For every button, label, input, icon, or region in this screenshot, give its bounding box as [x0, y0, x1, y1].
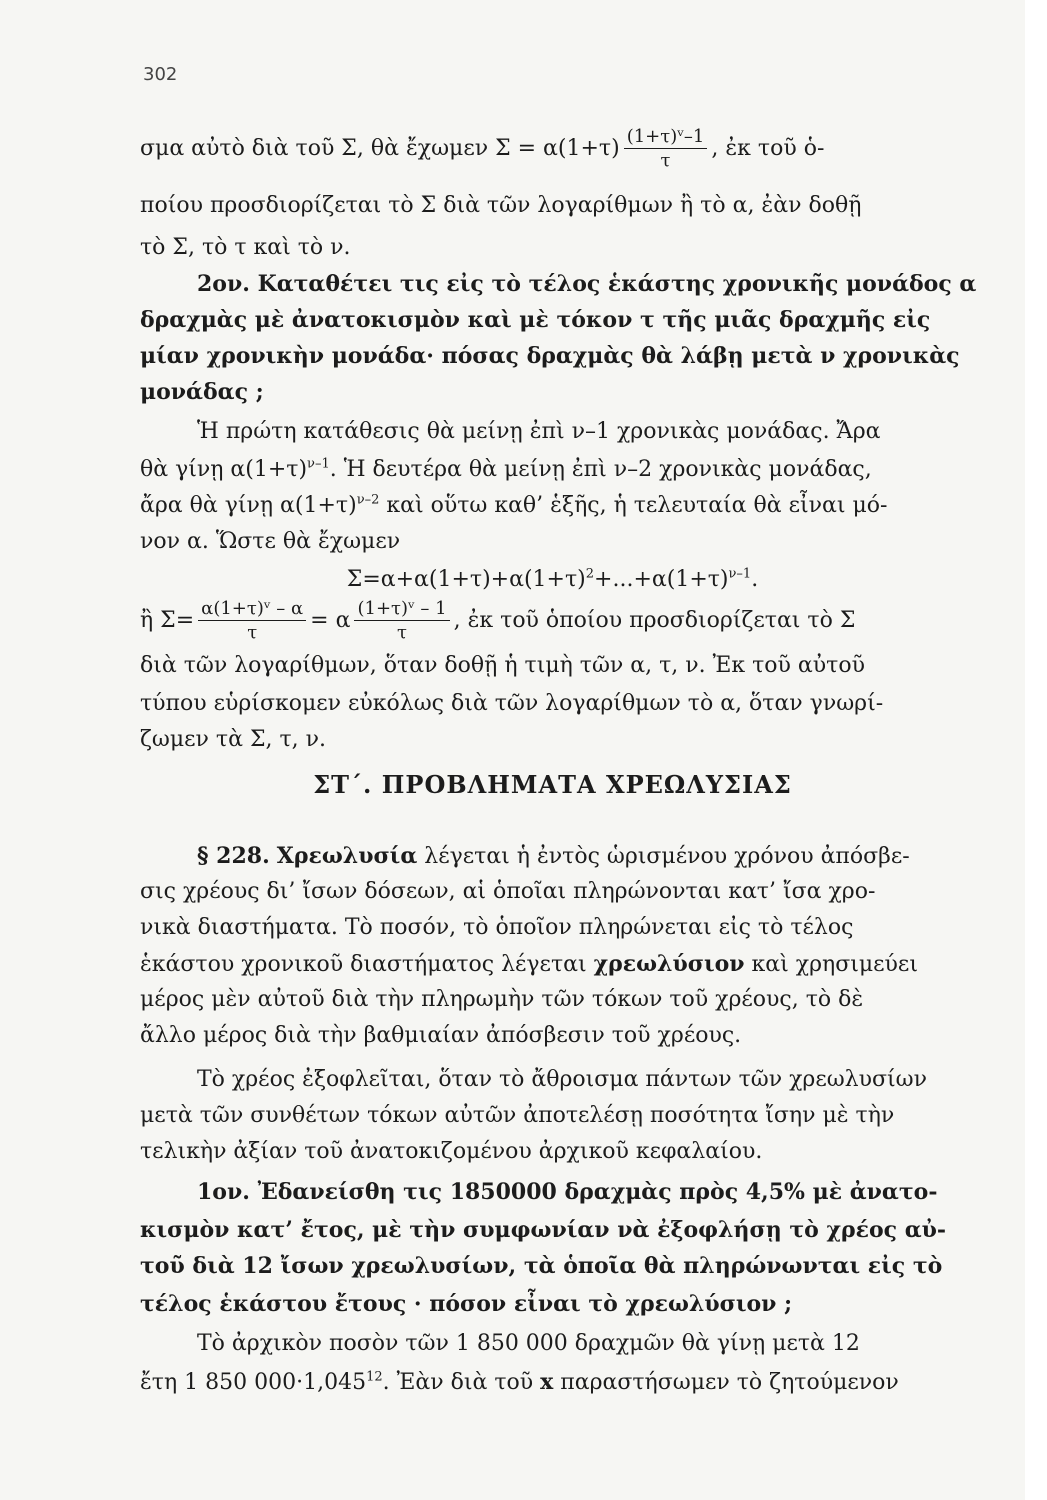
- paragraph-2-line-2: μετὰ τῶν συνθέτων τόκων αὐτῶν ἀποτελέσῃ ποσότητα ἴσην μὲ τὴν: [140, 1103, 895, 1128]
- fraction-1: $\frac{\text{α(1+τ)ᵛ – α}}{\tau}$: [198, 600, 306, 642]
- paragraph-228-line-3: νικὰ διαστήματα. Τὸ ποσόν, τὸ ὁποῖον πληρώνεται εἰς τὸ τέλος: [140, 915, 854, 940]
- text-line-8: Ἡ πρώτη κατάθεσις θὰ μείνῃ ἐπὶ ν–1 χρονικὰς μονάδας. Ἄρα: [197, 419, 881, 444]
- paragraph-2-line-3: τελικὴν ἀξίαν τοῦ ἀνατοκιζομένου ἀρχικοῦ κεφαλαίου.: [140, 1139, 763, 1164]
- problem-2-line-4: μονάδας ;: [140, 379, 264, 405]
- paragraph-228-line-6: ἄλλο μέρος διὰ τὴν βαθμιαίαν ἀπόσβεσιν τοῦ χρέους.: [140, 1023, 742, 1048]
- problem-1-line-2: κισμὸν κατ’ ἔτος, μὲ τὴν συμφωνίαν νὰ ἐξοφλήσῃ τὸ χρέος αὐ-: [140, 1217, 947, 1243]
- text-line-2: ποίου προσδιορίζεται τὸ Σ διὰ τῶν λογαρίθμων ἢ τὸ α, ἐὰν δοθῇ: [140, 193, 862, 218]
- problem-1-line-4: τέλος ἑκάστου ἔτους · πόσον εἶναι τὸ χρεωλύσιον ;: [140, 1291, 793, 1317]
- problem-2-line-2: δραχμὰς μὲ ἀνατοκισμὸν καὶ μὲ τόκον τ τῆς μιᾶς δραχμῆς εἰς: [140, 307, 931, 333]
- problem-1-line-1: 1ον. Ἐδανείσθη τις 1850000 δραχμὰς πρὸς 4,5% μὲ ἀνατο-: [197, 1179, 938, 1205]
- fraction: $\frac{\text{(1+τ)ᵛ–1}}{\tau}$: [624, 128, 708, 170]
- text-line-3: τὸ Σ, τὸ τ καὶ τὸ ν.: [140, 235, 351, 260]
- solution-line-1: Τὸ ἀρχικὸν ποσὸν τῶν 1 850 000 δραχμῶν θὰ γίνῃ μετὰ 12: [197, 1331, 860, 1356]
- equation-sum: $\Sigma=\alpha+\alpha(1+\tau)+\alpha(1+\tau)^2+...+\alpha(1+\tau)^{\nu-1}$.: [346, 566, 759, 592]
- text-line-12: διὰ τῶν λογαρίθμων, ὅταν δοθῇ ἡ τιμὴ τῶν α, τ, ν. Ἐκ τοῦ αὐτοῦ: [140, 653, 865, 678]
- page-number: 302: [143, 64, 178, 85]
- text-line-14: ζωμεν τὰ Σ, τ, ν.: [140, 727, 327, 752]
- fraction-2: $\frac{\text{(1+τ)ᵛ – 1}}{\tau}$: [354, 600, 449, 642]
- paragraph-228-line-1: § 228. Χρεωλυσία λέγεται ἡ ἐντὸς ὡρισμένου χρόνου ἀπόσβε-: [197, 843, 910, 869]
- paragraph-228-line-2: σις χρέους δι’ ἴσων δόσεων, αἱ ὁποῖαι πληρώνονται κατ’ ἴσα χρο-: [140, 879, 876, 904]
- equation-fraction: ἢ Σ= $\frac{\text{α(1+τ)ᵛ – α}}{\tau}$ = α $\frac{\text{(1+τ)ᵛ – 1}}{\tau}$ , ἐκ τοῦ ὁποίου προσδιορίζεται τὸ Σ: [140, 598, 856, 643]
- text-line-13: τύπου εὑρίσκομεν εὐκόλως διὰ τῶν λογαρίθμων τὸ α, ὅταν γνωρί-: [140, 691, 884, 716]
- text-line-1: σμα αὐτὸ διὰ τοῦ Σ, θὰ ἔχωμεν Σ = α(1+τ) $\frac{\text{(1+τ)ᵛ–1}}{\tau}$ , ἐκ τοῦ ὁ-: [140, 126, 825, 171]
- text-line-9: θὰ γίνῃ $\alpha(1+\tau)^{\nu-1}$. Ἡ δευτέρα θὰ μείνῃ ἐπὶ ν–2 χρονικὰς μονάδας,: [140, 456, 872, 482]
- problem-1-line-3: τοῦ διὰ 12 ἴσων χρεωλυσίων, τὰ ὁποῖα θὰ πληρώνωνται εἰς τὸ: [140, 1253, 943, 1279]
- solution-line-2: ἔτη 1 850 $000\cdot 1,045^{12}$. Ἐὰν διὰ τοῦ x παραστήσωμεν τὸ ζητούμενον: [140, 1369, 899, 1395]
- problem-2-line-1: 2ον. Καταθέτει τις εἰς τὸ τέλος ἑκάστης χρονικῆς μονάδος α: [197, 271, 977, 297]
- page-edge: [1025, 0, 1047, 1500]
- section-heading: ΣΤ΄. ΠΡΟΒΛΗΜΑΤΑ ΧΡΕΩΛΥΣΙΑΣ: [313, 770, 792, 799]
- paragraph-2-line-1: Τὸ χρέος ἐξοφλεῖται, ὅταν τὸ ἄθροισμα πάντων τῶν χρεωλυσίων: [197, 1067, 927, 1092]
- paragraph-228-line-5: μέρος μὲν αὐτοῦ διὰ τὴν πληρωμὴν τῶν τόκων τοῦ χρέους, τὸ δὲ: [140, 987, 864, 1012]
- text-line-10: ἄρα θὰ γίνῃ $\alpha(1+\tau)^{\nu-2}$ καὶ οὕτω καθ’ ἑξῆς, ἡ τελευταία θὰ εἶναι μό-: [140, 492, 888, 518]
- problem-2-line-3: μίαν χρονικὴν μονάδα· πόσας δραχμὰς θὰ λάβῃ μετὰ ν χρονικὰς: [140, 343, 960, 369]
- paragraph-228-line-4: ἑκάστου χρονικοῦ διαστήματος λέγεται χρεωλύσιον καὶ χρησιμεύει: [140, 951, 918, 977]
- text-line-11: νον α. Ὥστε θὰ ἔχωμεν: [140, 529, 401, 554]
